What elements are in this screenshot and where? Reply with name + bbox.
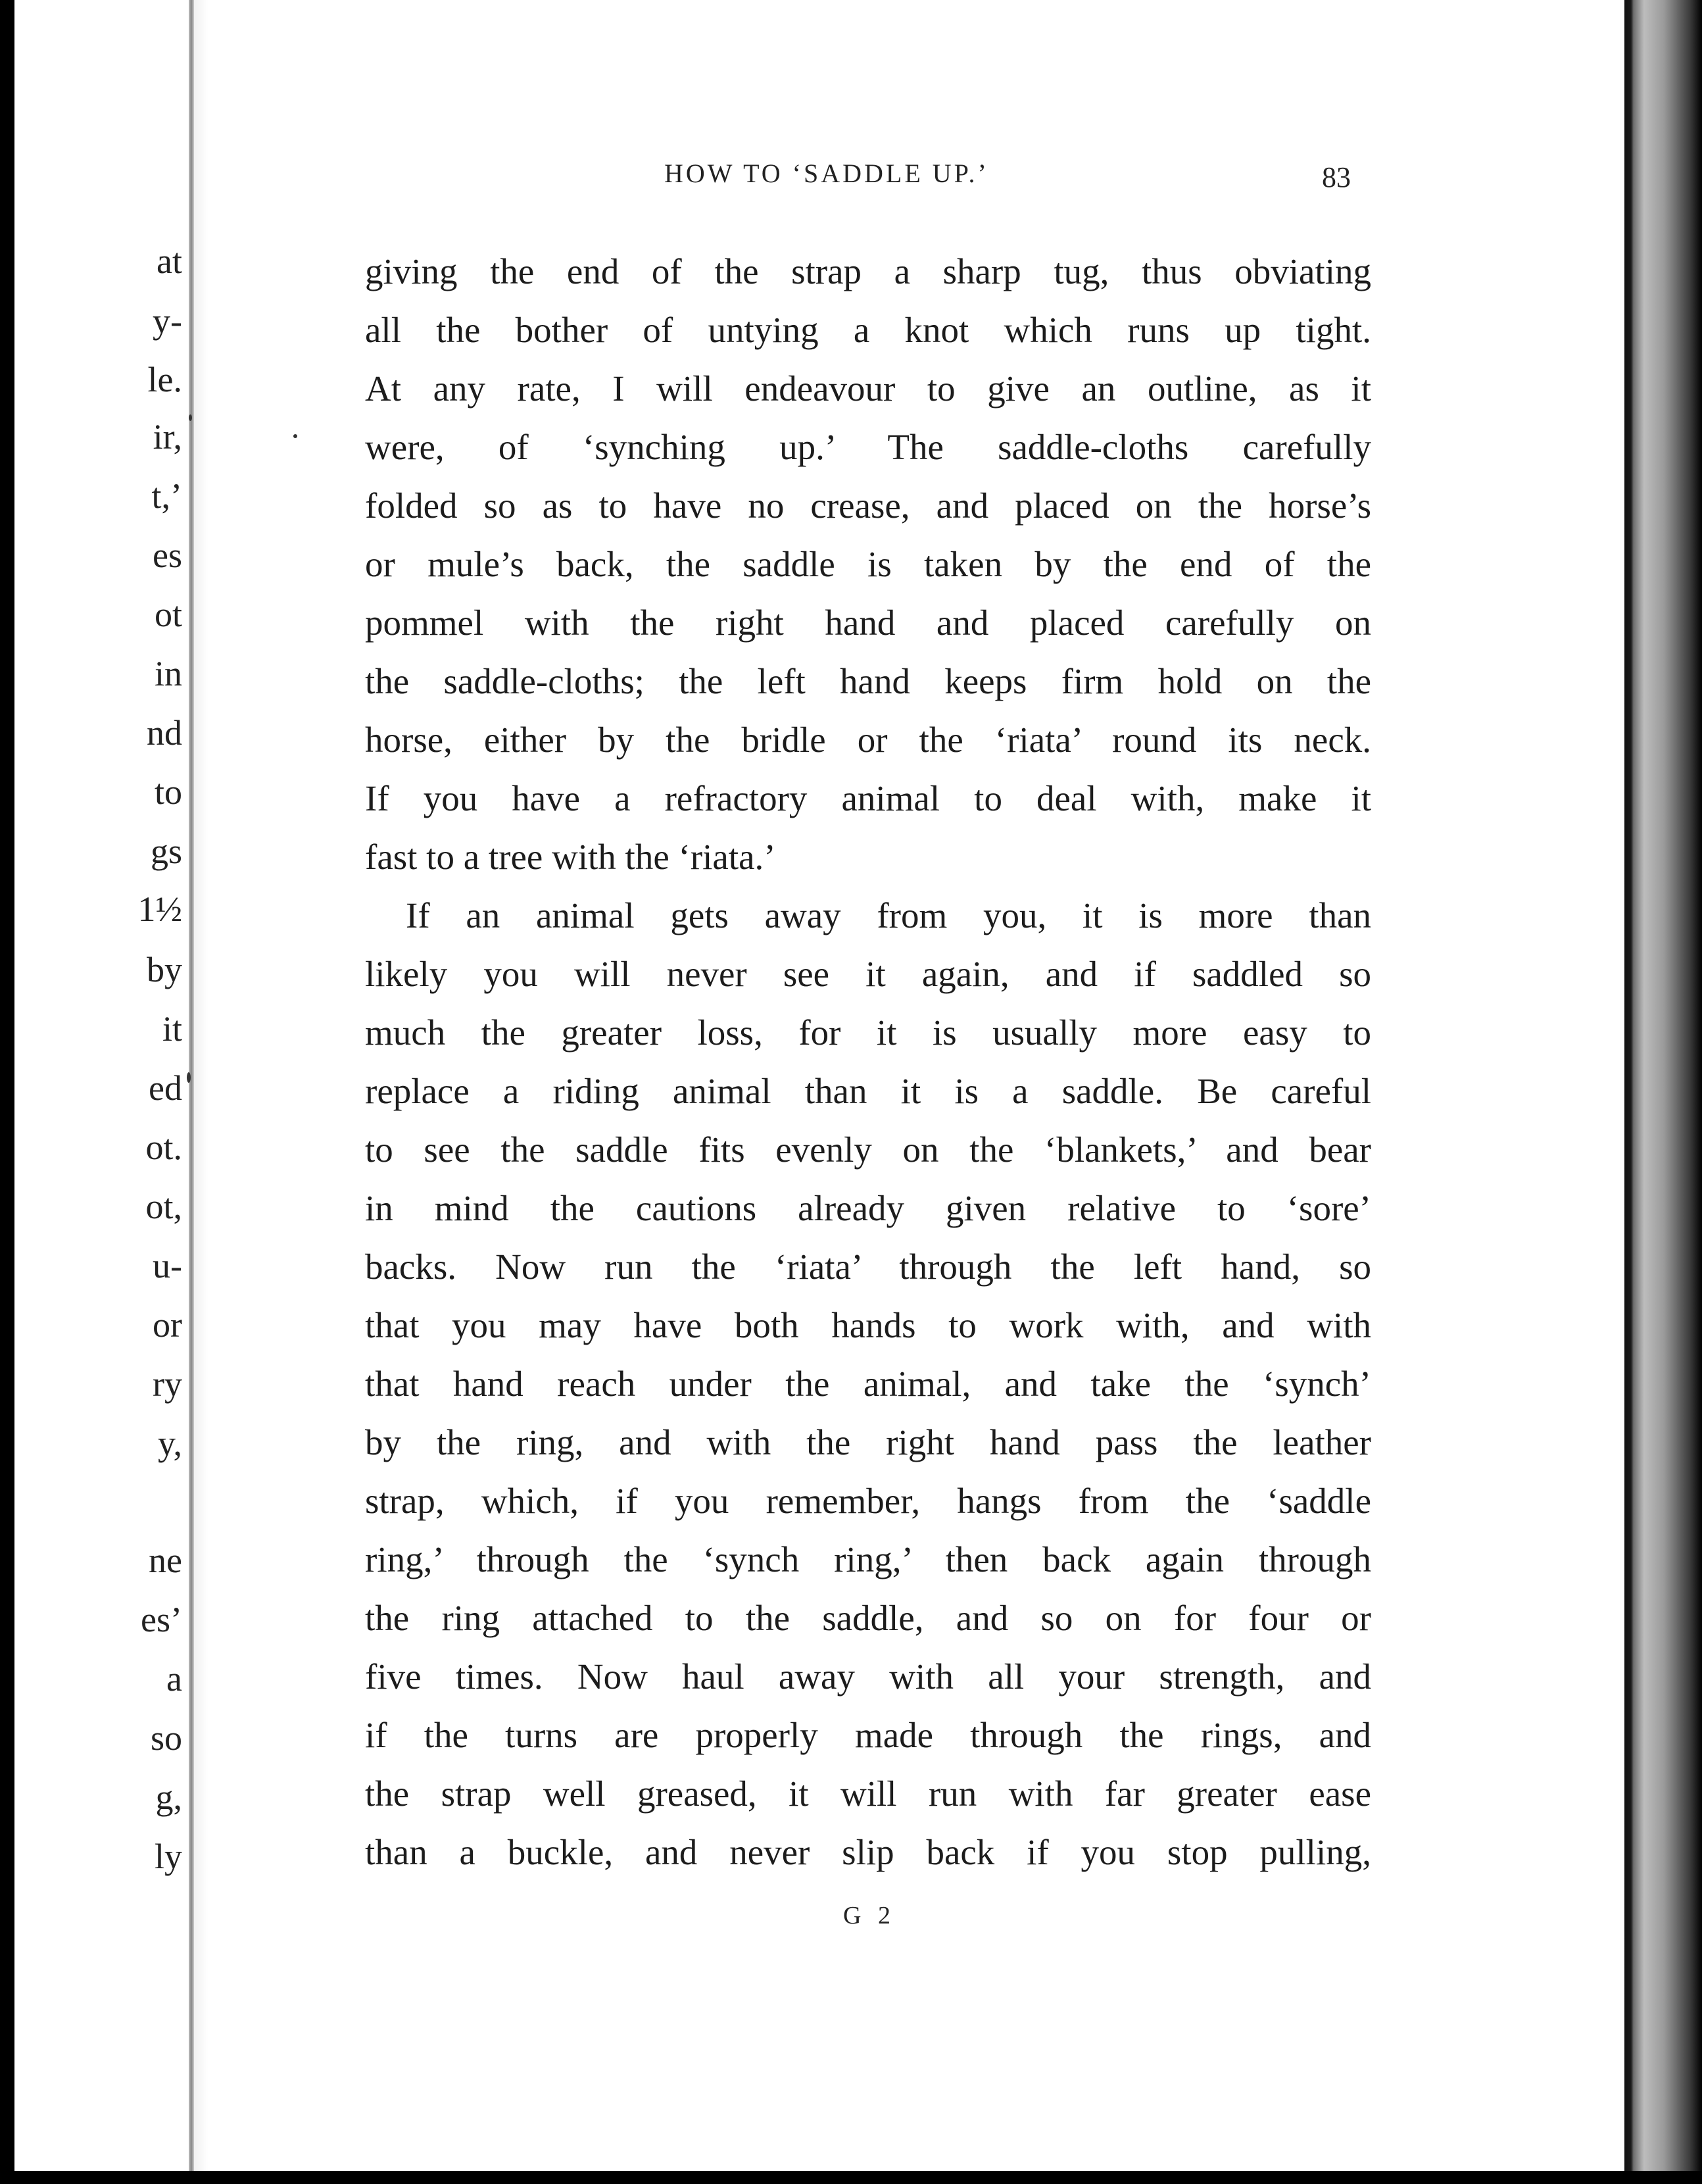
text-line: five times. Now haul away with all your strength, and [365,1656,1371,1697]
left-page-fragment: at [157,241,182,281]
text-line: that you may have both hands to work with, and with [365,1305,1371,1345]
left-page-fragment: 1½ [137,889,182,929]
body-text [365,242,1371,1881]
printer-signature: G 2 [843,1902,896,1929]
text-line: strap, which, if you remember, hangs from the ‘saddle [365,1481,1371,1521]
text-line: to see the saddle fits evenly on the ‘blankets,’ and bear [365,1129,1371,1170]
text-line: backs. Now run the ‘riata’ through the left hand, so [365,1247,1371,1287]
text-line: or mule’s back, the saddle is taken by the end of the [365,544,1371,584]
text-line: in mind the cautions already given relative to ‘sore’ [365,1188,1371,1228]
left-page-fragment: ir, [153,417,182,457]
left-page-fragment: gs [150,831,182,871]
text-line: folded so as to have no crease, and placed on the horse’s [365,485,1371,526]
left-page-fragment: y- [153,301,182,341]
left-page-fragment: ot. [145,1128,182,1167]
paragraph-2 [365,886,1371,1881]
left-page-fragment: y, [158,1424,182,1463]
left-page-fragment: so [150,1718,182,1758]
left-page-fragment: ly [154,1837,182,1876]
text-line: At any rate, I will endeavour to give an outline, as it [365,368,1371,409]
text-line: all the bother of untying a knot which runs up tight. [365,310,1371,350]
book-fore-edge [1624,0,1702,2184]
left-page-fragment: es’ [141,1600,182,1639]
text-line: by the ring, and with the right hand pass the leather [365,1422,1371,1462]
scan-speck [189,414,192,421]
text-line: than a buckle, and never slip back if you stop pulling, [365,1832,1371,1872]
left-page-fragment: in [154,654,182,693]
scan-speck [187,1072,191,1083]
left-page-fragment: or [153,1305,182,1345]
text-line: giving the end of the strap a sharp tug, thus obviating [365,251,1371,291]
text-line: ring,’ through the ‘synch ring,’ then back again through [365,1539,1371,1579]
previous-page-fragment [14,0,189,2184]
scan-border-bottom [0,2171,1702,2184]
scan-border-left [0,0,14,2184]
left-page-fragment: es [153,535,182,575]
left-page-fragment: it [162,1009,182,1049]
page-number: 83 [1322,161,1351,193]
left-page-fragment: ne [149,1541,182,1580]
left-page-fragment: a [166,1659,182,1699]
running-header: HOW TO ‘SADDLE UP.’ [664,159,989,188]
left-page-fragment: t,’ [151,476,182,516]
text-line: replace a riding animal than it is a saddle. Be careful [365,1071,1371,1111]
text-line: were, of ‘synching up.’ The saddle-cloths carefully [365,427,1371,467]
left-page-fragment: to [154,772,182,812]
left-page-fragment: g, [155,1777,182,1817]
text-line: horse, either by the bridle or the ‘riata’ round its neck. [365,720,1371,760]
text-line: the strap well greased, it will run with far greater ease [365,1774,1371,1814]
left-page-fragment: ry [153,1364,182,1404]
left-page-fragment: nd [147,713,182,753]
text-line: pommel with the right hand and placed carefully on [365,603,1371,643]
text-line: the ring attached to the saddle, and so on for four or [365,1598,1371,1638]
left-page-fragment: le. [147,360,182,399]
paragraph-1 [365,242,1371,886]
left-page-fragment: ot, [145,1187,182,1226]
left-page-fragment: by [147,950,182,989]
gutter-shadow [189,0,208,2184]
text-line: that hand reach under the animal, and take the ‘synch’ [365,1364,1371,1404]
text-line: if the turns are properly made through the rings, and [365,1715,1371,1755]
text-line: likely you will never see it again, and if saddled so [365,954,1371,994]
text-line: fast to a tree with the ‘riata.’ [365,837,776,877]
text-line: much the greater loss, for it is usually more easy to [365,1012,1371,1053]
left-page-fragment: ed [149,1068,182,1108]
text-line: If you have a refractory animal to deal with, make it [365,778,1371,818]
left-page-fragment: ot [154,595,182,634]
text-line: If an animal gets away from you, it is more than [406,895,1371,935]
scan-speck [293,434,297,438]
left-page-fragment: u- [153,1246,182,1285]
text-line: the saddle-cloths; the left hand keeps firm hold on the [365,661,1371,701]
